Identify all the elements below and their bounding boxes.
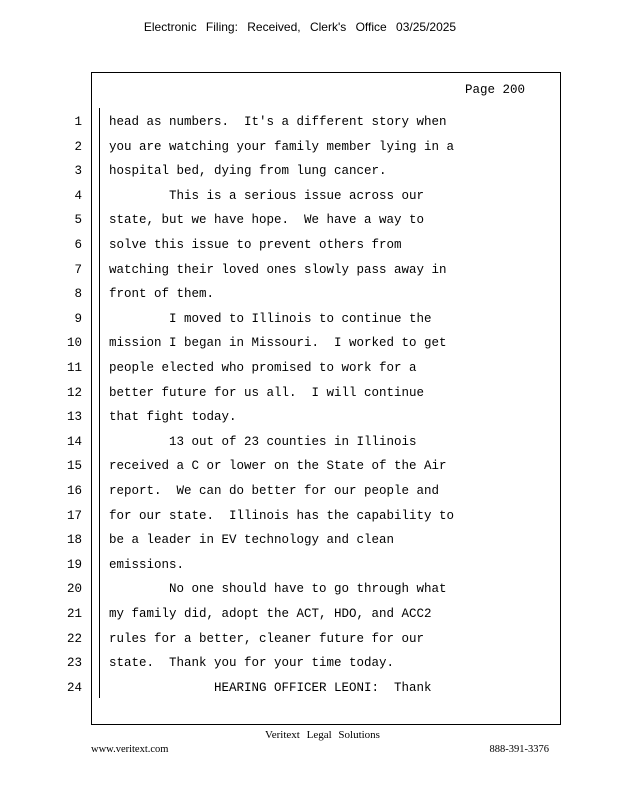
line-number: 8 bbox=[74, 287, 82, 301]
line-number: 19 bbox=[66, 558, 82, 572]
line-number: 11 bbox=[66, 361, 82, 375]
page-number: Page 200 bbox=[464, 83, 525, 97]
line-number: 10 bbox=[66, 336, 82, 350]
transcript-line: HEARING OFFICER LEONI: Thank bbox=[109, 681, 432, 695]
line-number: 15 bbox=[66, 459, 82, 473]
line-number: 5 bbox=[74, 213, 82, 227]
transcript-line: hospital bed, dying from lung cancer. bbox=[109, 164, 387, 178]
line-number: 18 bbox=[66, 533, 82, 547]
transcript-line: people elected who promised to work for a bbox=[109, 361, 417, 375]
transcript-line: received a C or lower on the State of the Air bbox=[109, 459, 447, 473]
footer-company: Veritext Legal Solutions bbox=[265, 729, 380, 741]
line-number: 24 bbox=[66, 681, 82, 695]
transcript-line: rules for a better, cleaner future for our bbox=[109, 632, 425, 646]
transcript-line: I moved to Illinois to continue the bbox=[109, 312, 432, 326]
transcript-line: that fight today. bbox=[109, 410, 237, 424]
line-number: 16 bbox=[66, 484, 82, 498]
line-number: 2 bbox=[74, 140, 82, 154]
footer-phone: 888-391-3376 bbox=[489, 744, 549, 755]
transcript-line: state. Thank you for your time today. bbox=[109, 656, 395, 670]
line-number: 13 bbox=[66, 410, 82, 424]
line-number-divider bbox=[99, 108, 100, 698]
transcript-line: 13 out of 23 counties in Illinois bbox=[109, 435, 417, 449]
transcript-line: emissions. bbox=[109, 558, 185, 572]
transcript-line: better future for us all. I will continue bbox=[109, 386, 425, 400]
line-number: 1 bbox=[74, 115, 82, 129]
line-number: 21 bbox=[66, 607, 82, 621]
line-number: 12 bbox=[66, 386, 82, 400]
transcript-line: for our state. Illinois has the capability to bbox=[109, 509, 455, 523]
transcript-line: be a leader in EV technology and clean bbox=[109, 533, 395, 547]
transcript-line: my family did, adopt the ACT, HDO, and ACC2 bbox=[109, 607, 432, 621]
line-number: 4 bbox=[74, 189, 82, 203]
transcript-line: report. We can do better for our people and bbox=[109, 484, 440, 498]
line-number: 17 bbox=[66, 509, 82, 523]
transcript-line: watching their loved ones slowly pass away in bbox=[109, 263, 447, 277]
transcript-line: state, but we have hope. We have a way to bbox=[109, 213, 425, 227]
transcript-line: This is a serious issue across our bbox=[109, 189, 425, 203]
filing-header: Electronic Filing: Received, Clerk's Office 03/25/2025 bbox=[143, 20, 457, 34]
line-number: 20 bbox=[66, 582, 82, 596]
transcript-line: front of them. bbox=[109, 287, 215, 301]
transcript-line: you are watching your family member lying in a bbox=[109, 140, 455, 154]
line-number: 7 bbox=[74, 263, 82, 277]
footer-website: www.veritext.com bbox=[91, 744, 169, 755]
transcript-line: solve this issue to prevent others from bbox=[109, 238, 402, 252]
line-number: 14 bbox=[66, 435, 82, 449]
transcript-line: mission I began in Missouri. I worked to get bbox=[109, 336, 447, 350]
transcript-line: No one should have to go through what bbox=[109, 582, 447, 596]
transcript-line: head as numbers. It's a different story when bbox=[109, 115, 447, 129]
line-number: 9 bbox=[74, 312, 82, 326]
line-number: 6 bbox=[74, 238, 82, 252]
line-number: 22 bbox=[66, 632, 82, 646]
line-number: 23 bbox=[66, 656, 82, 670]
line-number: 3 bbox=[74, 164, 82, 178]
